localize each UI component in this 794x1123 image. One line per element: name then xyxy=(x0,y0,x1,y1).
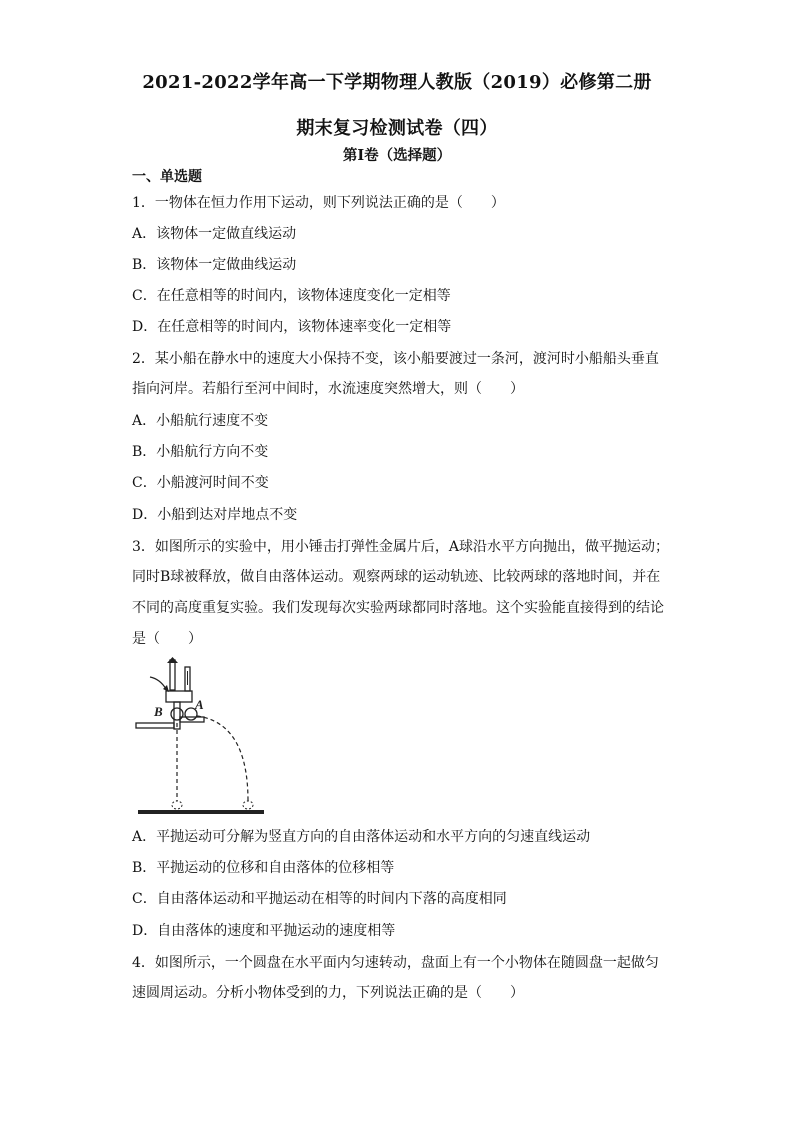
question-2-option-b: B．小船航行方向不变 xyxy=(132,444,269,460)
hammer-head xyxy=(167,657,178,663)
ball-b xyxy=(171,708,183,720)
question-2-stem-line2: 指向河岸。若船行至河中间时，水流速度突然增大，则（ ） xyxy=(132,381,524,397)
question-3-option-c: C．自由落体运动和平抛运动在相等的时间内下落的高度相同 xyxy=(132,891,507,907)
section-heading: 一、单选题 xyxy=(132,169,202,185)
question-3-stem-line3: 不同的高度重复实验。我们发现每次实验两球都同时落地。这个实验能直接得到的结论 xyxy=(132,600,664,616)
apparatus-block xyxy=(166,691,192,702)
document-title-line2: 期末复习检测试卷（四） xyxy=(296,118,498,139)
question-2-stem-line1: 2．某小船在静水中的速度大小保持不变，该小船要渡过一条河，渡河时小船船头垂直 xyxy=(132,351,659,367)
question-1-stem: 1．一物体在恒力作用下运动，则下列说法正确的是（ ） xyxy=(132,195,505,211)
question-3-stem-line4: 是（ ） xyxy=(132,631,202,647)
strike-arrow xyxy=(150,677,166,689)
projectile-experiment-figure xyxy=(130,655,270,820)
question-2-option-c: C．小船渡河时间不变 xyxy=(132,475,269,491)
question-3-option-b: B．平抛运动的位移和自由落体的位移相等 xyxy=(132,860,395,876)
left-shelf xyxy=(136,723,174,728)
question-4-stem-line1: 4．如图所示，一个圆盘在水平面内匀速转动，盘面上有一个小物体在随圆盘一起做匀 xyxy=(132,955,659,971)
volume-subtitle: 第I卷（选择题） xyxy=(342,147,452,164)
question-2-option-d: D．小船到达对岸地点不变 xyxy=(132,507,298,523)
hammer-handle xyxy=(170,660,175,690)
document-title-line1: 2021-2022学年高一下学期物理人教版（2019）必修第二册 xyxy=(142,72,652,93)
question-4-stem-line2: 速圆周运动。分析小物体受到的力，下列说法正确的是（ ） xyxy=(132,985,524,1001)
ball-b-label: B xyxy=(154,704,163,719)
ball-b-landing xyxy=(172,801,182,809)
question-3-stem-line2: 同时B球被释放，做自由落体运动。观察两球的运动轨迹、比较两球的落地时间，并在 xyxy=(132,569,661,585)
projectile-path xyxy=(197,716,248,801)
question-1-option-d: D．在任意相等的时间内，该物体速率变化一定相等 xyxy=(132,319,452,335)
ball-a-landing xyxy=(243,801,253,809)
ground-line xyxy=(138,810,264,814)
question-3-option-d: D．自由落体的速度和平抛运动的速度相等 xyxy=(132,923,396,939)
question-2-option-a: A．小船航行速度不变 xyxy=(132,413,269,429)
question-1-option-b: B．该物体一定做曲线运动 xyxy=(132,257,297,273)
question-1-option-a: A．该物体一定做直线运动 xyxy=(132,226,297,242)
ball-a-label: A xyxy=(195,697,204,712)
question-3-option-a: A．平抛运动可分解为竖直方向的自由落体运动和水平方向的匀速直线运动 xyxy=(132,829,591,845)
question-1-option-c: C．在任意相等的时间内，该物体速度变化一定相等 xyxy=(132,288,451,304)
question-3-stem-line1: 3．如图所示的实验中，用小锤击打弹性金属片后，A球沿水平方向抛出，做平抛运动； xyxy=(132,539,670,555)
